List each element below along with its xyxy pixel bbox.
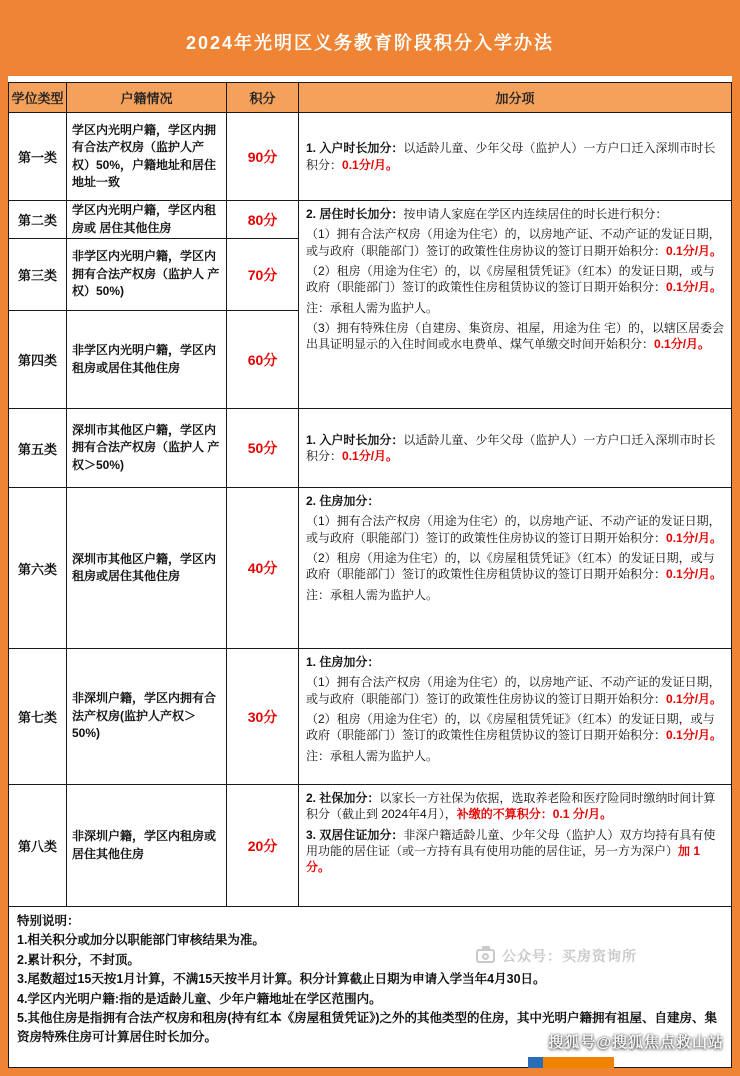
bonus-section: [299, 113, 731, 201]
text-segment: 1. 入户时长加分：: [306, 141, 404, 156]
bonus-section: [299, 649, 731, 785]
table-row-7: [9, 649, 299, 785]
camera-lens: [482, 953, 489, 960]
text-segment: 以家长一方社保为依据，选取养老险和医疗险同时缴纳时间计算积分（截止到 2024年4月），: [306, 791, 716, 822]
bonus-paragraph: [306, 140, 724, 173]
text-segment: 0.1分/月。: [666, 728, 723, 743]
text-segment: 0.1分/月。: [666, 280, 723, 295]
header-bonus: 加分项: [495, 91, 535, 106]
table-body: [9, 113, 731, 906]
text-segment: （2）租房（用途为住宅）的，以《房屋租赁凭证》（红本）的发证日期，或与政府（职能部门）签订的政策性住房租赁协议的签订日期开始积分：: [306, 711, 715, 743]
text-segment: 1. 住房加分：: [306, 655, 380, 669]
bonus-paragraph: [306, 226, 724, 259]
bonus-section: [299, 409, 731, 488]
bonus-paragraph: [306, 550, 724, 583]
bonus-section: [299, 201, 731, 409]
row-score-value: 60分: [227, 311, 299, 408]
row-household-desc: 非深圳户籍，学区内拥有合法产权房(监护人产权＞50%): [67, 649, 227, 784]
camera-icon: [476, 949, 495, 963]
table-row-6: [9, 488, 299, 649]
row-type-label: 第一类: [9, 113, 67, 200]
text-segment: 0.1分/月。: [666, 567, 723, 582]
row-household-desc: 深圳市其他区户籍，学区内租房或居住其他住房: [67, 488, 227, 648]
special-notes-title: 特别说明：: [17, 914, 80, 928]
row-score-value: 20分: [227, 785, 299, 906]
bonus-paragraph: [306, 300, 724, 316]
text-segment: 0.1分/月。: [666, 243, 723, 258]
row-score-value: 70分: [227, 239, 299, 310]
text-segment: 加 1 分。: [306, 843, 701, 875]
table-row-5: [9, 409, 299, 488]
row-type-label: 第六类: [9, 488, 67, 648]
bonus-paragraph: [306, 263, 724, 296]
row-score-value: 90分: [227, 113, 299, 200]
row-type-label: 第三类: [9, 239, 67, 310]
text-segment: 2. 社保加分：: [306, 791, 380, 805]
text-segment: （1）拥有合法产权房（用途为住宅）的，以房地产证、不动产证的发证日期，或与政府（职能部门）签订的政策性住房协议的签订日期开始积分：: [306, 675, 721, 706]
text-segment: 注：承租人需为监护人。: [306, 748, 439, 763]
bonus-block-rows-1-4: [299, 113, 731, 409]
note-line-5: 5.其他住房是指拥有合法产权房和租房(持有红本《房屋租赁凭证》)之外的其他类型的住房，其中光明户籍拥有祖屋、自建房、集资房特殊住房可计算居住时长加分。: [17, 1010, 718, 1045]
row-score-value: 80分: [227, 201, 299, 238]
bonus-section: [299, 785, 731, 906]
text-segment: 0.1分/月。: [342, 157, 399, 172]
bonus-section: [299, 488, 731, 649]
text-segment: 0.1分/月。: [654, 337, 711, 352]
bonus-block-rows-5-6: [299, 409, 731, 649]
row-score-value: 50分: [227, 409, 299, 487]
bonus-paragraph: [306, 493, 724, 509]
row-household-desc: 非深圳户籍，学区内租房或居住其他住房: [67, 785, 227, 906]
text-segment: 注：承租人需为监护人。: [306, 300, 439, 315]
header-score: 积分: [227, 83, 299, 112]
table-row-8: [9, 785, 299, 906]
page-title: 2024年光明区义务教育阶段积分入学办法: [8, 8, 732, 76]
row-score-value: 30分: [227, 649, 299, 784]
text-segment: （2）租房（用途为住宅）的，以《房屋租赁凭证》（红本）的发证日期，或与政府（职能部门）签订的政策性住房租赁协议的签订日期开始积分：: [306, 550, 715, 582]
row-type-label: 第八类: [9, 785, 67, 906]
wechat-watermark: [476, 946, 637, 966]
bonus-paragraph: [306, 674, 724, 707]
row-type-label: 第七类: [9, 649, 67, 784]
bonus-paragraph: [306, 206, 724, 222]
bonus-paragraph: [306, 790, 724, 823]
bonus-block-rows-7-8: [299, 649, 731, 906]
wechat-watermark-text: 公众号：买房资询所: [502, 948, 637, 964]
bonus-paragraph: [306, 827, 724, 876]
note-line-3: 3.尾数超过15天按1月计算，不满15天按半月计算。积分计算截止日期为申请入学当年4月30日。: [17, 972, 546, 987]
text-segment: 2. 居住时长加分：: [306, 207, 404, 221]
row-score-value: 40分: [227, 488, 299, 648]
bonus-paragraph: [306, 654, 724, 670]
header-seat-type: 学位类型: [9, 83, 67, 112]
row-household-desc: 深圳市其他区户籍，学区内拥有合法产权房（监护人 产权＞50%): [67, 409, 227, 487]
text-segment: 0.1分/月。: [342, 449, 399, 463]
bonus-paragraph: [306, 587, 724, 603]
text-segment: （3）拥有特殊住房（自建房、集资房、祖屋，用途为住 宅）的，以辖区居委会出具证明显示的入住时间或水电费单、煤气单缴交时间开始积分：: [306, 320, 725, 352]
text-segment: 注：承租人需为监护人。: [306, 587, 439, 602]
note-line-4: 4.学区内光明户籍:指的是适龄儿童、少年户籍地址在学区范围内。: [17, 991, 382, 1006]
points-table: [8, 82, 732, 907]
text-segment: 以适龄儿童、少年父母（监护人）一方户口迁入深圳市时长积分：: [306, 141, 716, 172]
text-segment: 0.1分/月。: [666, 530, 723, 545]
text-segment: 2. 住房加分：: [306, 494, 380, 508]
cropped-banner: [528, 1057, 614, 1070]
table-left-columns: [9, 113, 299, 906]
row-type-label: 第二类: [9, 201, 67, 238]
text-segment: （1）拥有合法产权房（用途为住宅）的，以房地产证、不动产证的发证日期，或与政府（职能部门）签订的政策性住房协议的签订日期开始积分：: [306, 514, 721, 545]
text-segment: （1）拥有合法产权房（用途为住宅）的，以房地产证、不动产证的发证日期，或与政府（职能部门）签订的政策性住房协议的签订日期开始积分：: [306, 227, 721, 258]
row-household-desc: 学区内光明户籍，学区内租房或 居住其他住房: [67, 201, 227, 238]
text-segment: 3. 双居住证加分：: [306, 827, 404, 842]
header-household: 户籍情况: [67, 83, 227, 112]
bonus-paragraph: [306, 711, 724, 744]
cropped-banner-logo: [528, 1057, 543, 1070]
bonus-paragraph: [306, 748, 724, 764]
table-row-1: [9, 113, 299, 201]
bonus-paragraph: [306, 513, 724, 546]
text-segment: 按申请人家庭在学区内连续居住的时长进行积分：: [403, 207, 668, 221]
text-segment: 0.1分/月。: [666, 691, 723, 706]
text-segment: 以适龄儿童、少年父母（监护人）一方户口迁入深圳市时长积分：: [306, 432, 716, 463]
bonus-paragraph: [306, 432, 724, 465]
table-row-4: [9, 311, 299, 409]
table-row-2: [9, 201, 299, 239]
bonus-paragraph: [306, 320, 724, 353]
row-household-desc: 非学区内光明户籍，学区内拥有合法产权房（监护人 产权）50%): [67, 239, 227, 310]
row-household-desc: 学区内光明户籍，学区内拥有合法产权房（监护人产权）50%，户籍地址和居住地址一致: [67, 113, 227, 200]
table-row-3: [9, 239, 299, 311]
text-segment: 补缴的不算积分：0.1 分/月。: [456, 807, 613, 822]
row-type-label: 第五类: [9, 409, 67, 487]
note-line-1: 1.相关积分或加分以职能部门审核结果为准。: [17, 933, 265, 948]
note-line-2: 2.累计积分，不封顶。: [17, 952, 140, 967]
bonus-column: [299, 113, 731, 906]
text-segment: 非深户籍适龄儿童、少年父母（监护人）双方均持有具有使用功能的居住证（或一方持有具有使用功能的居住证，另一方为深户）: [306, 827, 716, 858]
text-segment: 1. 入户时长加分：: [306, 432, 404, 447]
row-type-label: 第四类: [9, 311, 67, 408]
row-household-desc: 非学区内光明户籍，学区内租房或居住其他住房: [67, 311, 227, 408]
text-segment: （2）租房（用途为住宅）的，以《房屋租赁凭证》（红本）的发证日期，或与政府（职能部门）签订的政策性住房租赁协议的签订日期开始积分：: [306, 263, 715, 295]
sohu-watermark: 搜狐号@搜狐焦点救山站: [548, 1034, 724, 1051]
table-header-row: [9, 83, 731, 113]
